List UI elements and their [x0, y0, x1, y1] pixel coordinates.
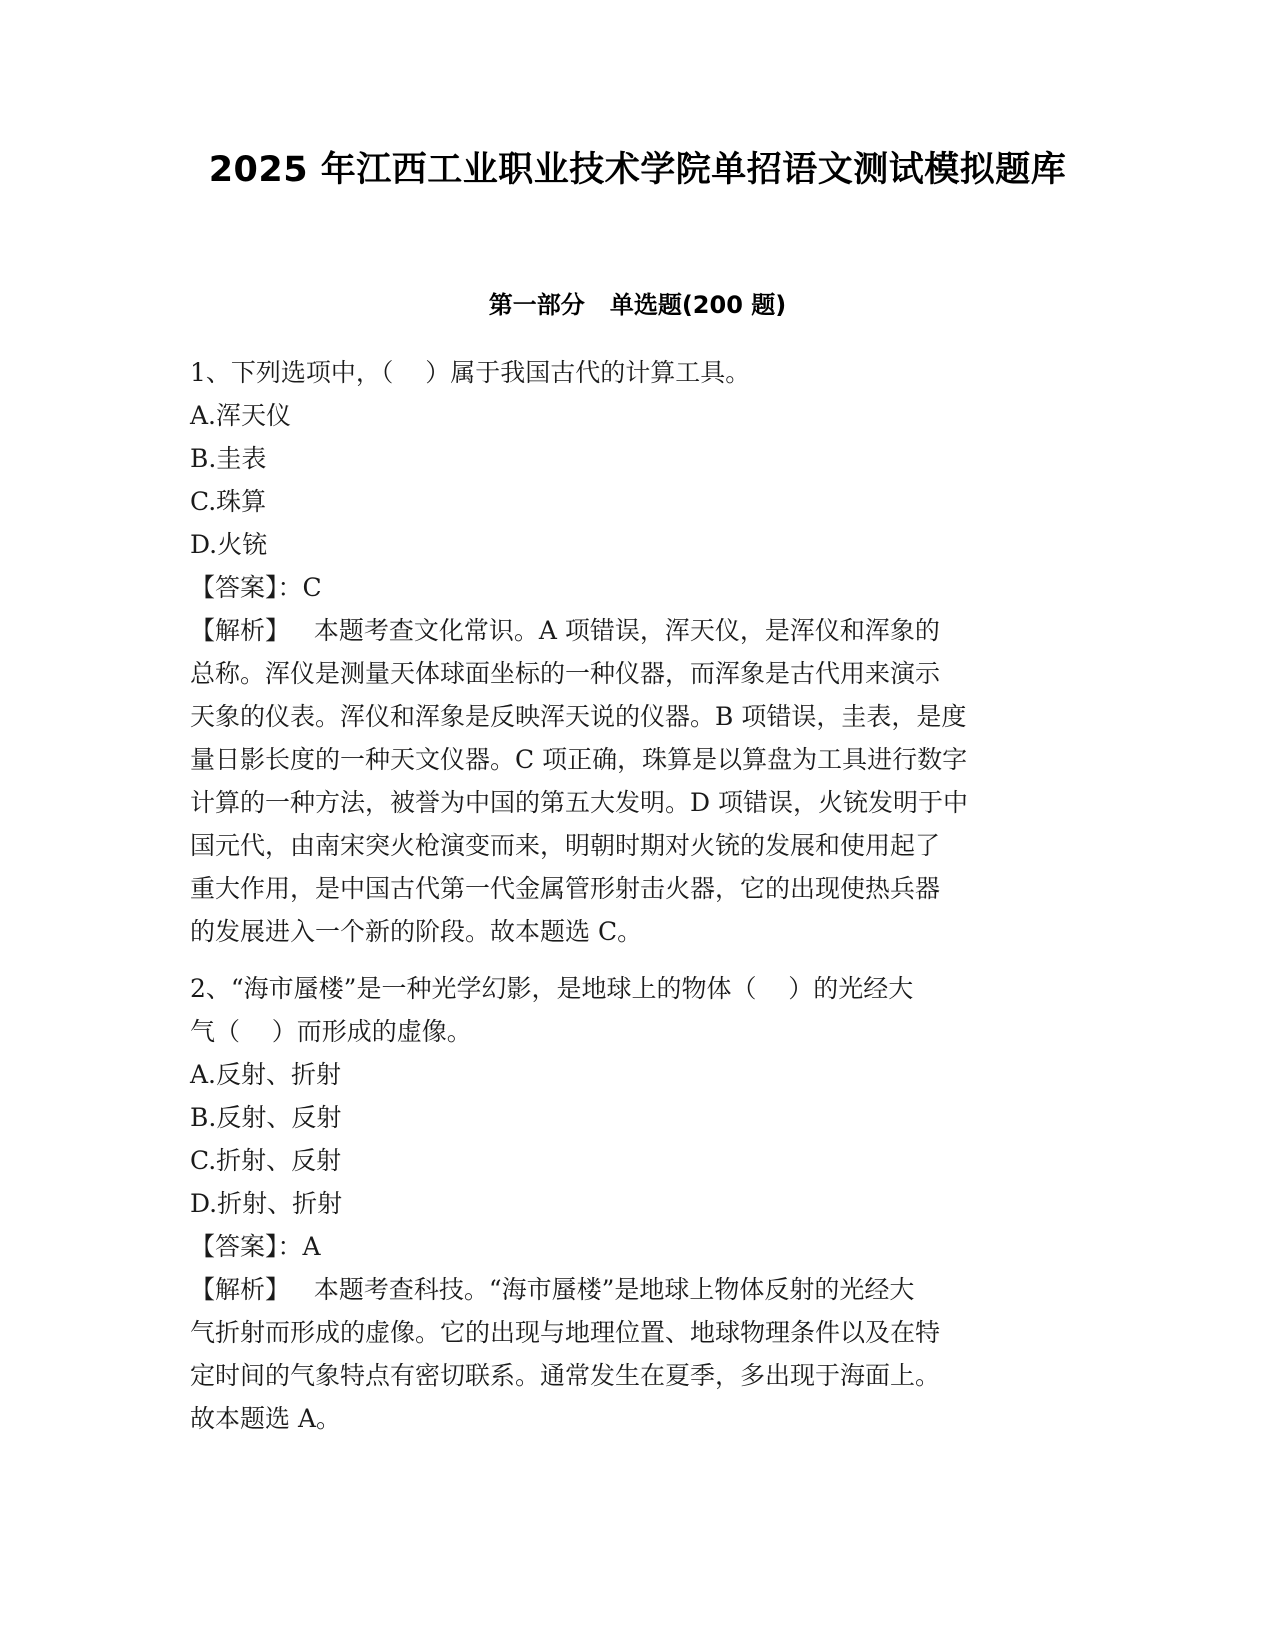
question-1-stem-line: 1、下列选项中，（ ）属于我国古代的计算工具。: [190, 358, 751, 387]
question-1-option-b: B.圭表: [190, 444, 267, 473]
question-2-analysis-line: 【解析】 本题考查科技。“海市蜃楼”是地球上物体反射的光经大: [190, 1275, 915, 1304]
question-1-analysis-line: 国元代，由南宋突火枪演变而来，明朝时期对火铳的发展和使用起了: [190, 831, 941, 860]
question-2-stem-line: 气（ ）而形成的虚像。: [190, 1017, 472, 1046]
question-1-analysis-line: 总称。浑仪是测量天体球面坐标的一种仪器，而浑象是古代用来演示: [190, 659, 941, 688]
question-1-option-c: C.珠算: [190, 487, 267, 516]
question-1: [190, 351, 1090, 953]
question-separator: [190, 953, 1090, 967]
question-2-answer: 【答案】：A: [190, 1232, 321, 1261]
question-2-analysis-line: 气折射而形成的虚像。它的出现与地理位置、地球物理条件以及在特: [190, 1318, 941, 1347]
question-1-answer: 【答案】：C: [190, 573, 322, 602]
question-2: [190, 967, 1090, 1440]
question-2-option-c: C.折射、反射: [190, 1146, 342, 1175]
question-1-analysis-line: 的发展进入一个新的阶段。故本题选 C。: [190, 917, 643, 946]
question-1-option-a: A.浑天仪: [190, 401, 292, 430]
question-2-option-d: D.折射、折射: [190, 1189, 343, 1218]
question-2-option-a: A.反射、折射: [190, 1060, 342, 1089]
section-heading: 第一部分 单选题(200 题): [488, 291, 787, 319]
document-title: 2025 年江西工业职业技术学院单招语文测试模拟题库: [208, 150, 1067, 190]
question-1-analysis-line: 【解析】 本题考查文化常识。A 项错误，浑天仪，是浑仪和浑象的: [190, 616, 940, 645]
question-1-analysis-line: 量日影长度的一种天文仪器。C 项正确，珠算是以算盘为工具进行数字: [190, 745, 968, 774]
question-1-option-d: D.火铳: [190, 530, 268, 559]
question-2-analysis-line: 定时间的气象特点有密切联系。通常发生在夏季，多出现于海面上。: [190, 1361, 941, 1390]
question-2-stem-line: 2、“海市蜃楼”是一种光学幻影，是地球上的物体（ ）的光经大: [190, 974, 914, 1003]
question-2-option-b: B.反射、反射: [190, 1103, 342, 1132]
question-1-analysis-line: 计算的一种方法，被誉为中国的第五大发明。D 项错误，火铳发明于中: [190, 788, 968, 817]
question-list: [190, 351, 1090, 1440]
question-2-analysis-line: 故本题选 A。: [190, 1404, 342, 1433]
question-1-analysis-line: 重大作用，是中国古代第一代金属管形射击火器，它的出现使热兵器: [190, 874, 941, 903]
question-1-analysis-line: 天象的仪表。浑仪和浑象是反映浑天说的仪器。B 项错误，圭表，是度: [190, 702, 967, 731]
